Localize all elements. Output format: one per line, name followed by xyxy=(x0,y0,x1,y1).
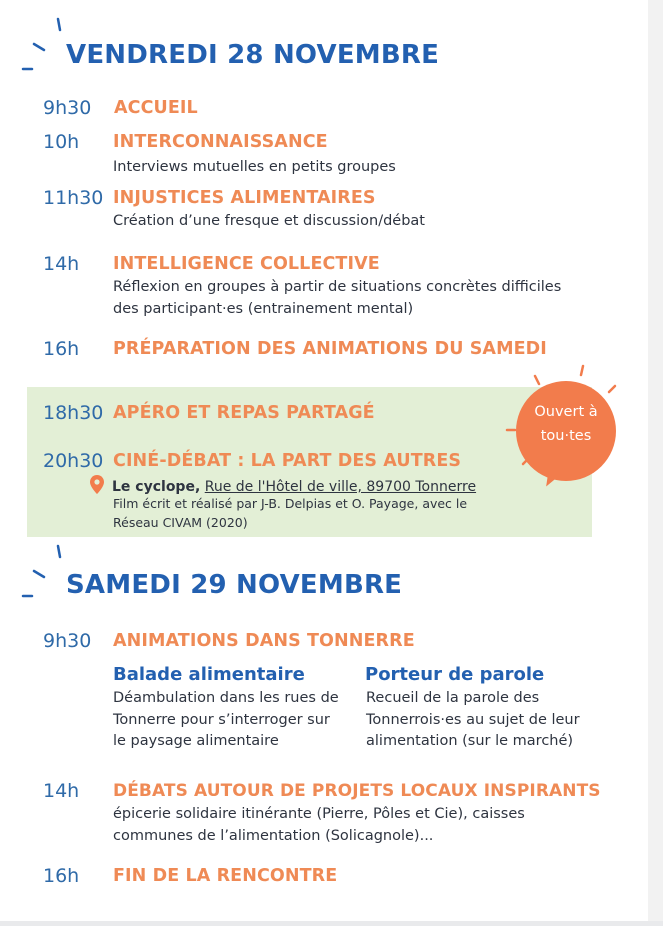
schedule-title: DÉBATS AUTOUR DE PROJETS LOCAUX INSPIRANTS xyxy=(113,781,601,801)
description-line: alimentation (sur le marché) xyxy=(366,733,574,749)
schedule-description: des participant·es (entrainement mental) xyxy=(113,301,414,317)
film-credit-line: Réseau CIVAM (2020) xyxy=(113,515,248,530)
location-pin-icon xyxy=(90,475,104,494)
schedule-title: ANIMATIONS DANS TONNERRE xyxy=(113,631,415,651)
schedule-title: PRÉPARATION DES ANIMATIONS DU SAMEDI xyxy=(113,339,547,359)
schedule-description xyxy=(113,804,525,847)
schedule-title: ACCUEIL xyxy=(114,98,198,118)
schedule-time: 10h xyxy=(43,131,80,153)
schedule-time: 20h30 xyxy=(43,450,104,472)
page-bottom-edge xyxy=(0,921,663,926)
friday-title: VENDREDI 28 NOVEMBRE xyxy=(66,40,440,70)
schedule-title: APÉRO ET REPAS PARTAGÉ xyxy=(113,403,375,423)
location-row xyxy=(90,475,476,495)
schedule-title: CINÉ-DÉBAT : LA PART DES AUTRES xyxy=(113,451,462,471)
activity-description xyxy=(366,688,580,753)
description-line: Recueil de la parole des xyxy=(366,690,540,706)
schedule-description: Interviews mutuelles en petits groupes xyxy=(113,159,396,175)
description-line: épicerie solidaire itinérante (Pierre, Pôles et Cie), caisses xyxy=(113,806,525,822)
schedule-time: 16h xyxy=(43,865,80,887)
schedule-time: 18h30 xyxy=(43,402,104,424)
open-badge-text xyxy=(516,400,616,448)
schedule-title: INTERCONNAISSANCE xyxy=(113,132,328,152)
sparkle-icon xyxy=(18,541,68,601)
badge-line: Ouvert à xyxy=(534,404,598,420)
schedule-description: Création d’une fresque et discussion/débat xyxy=(113,213,425,229)
description-line: le paysage alimentaire xyxy=(113,733,279,749)
location-name: Le cyclope, xyxy=(112,479,201,495)
badge-line: tou·tes xyxy=(540,428,592,444)
schedule-title: FIN DE LA RENCONTRE xyxy=(113,866,338,886)
location-address[interactable]: Rue de l'Hôtel de ville, 89700 Tonnerre xyxy=(204,479,477,495)
saturday-title: SAMEDI 29 NOVEMBRE xyxy=(66,570,403,600)
schedule-time: 11h30 xyxy=(43,187,104,209)
schedule-time: 9h30 xyxy=(43,630,92,652)
schedule-title: INJUSTICES ALIMENTAIRES xyxy=(113,188,376,208)
activity-description xyxy=(113,688,339,753)
page-edge xyxy=(648,0,663,926)
film-credit-line: Film écrit et réalisé par J-B. Delpias et O. Payage, avec le xyxy=(113,496,468,511)
description-line: communes de l’alimentation (Solicagnole)... xyxy=(113,827,434,844)
schedule-time: 16h xyxy=(43,338,80,360)
activity-subtitle: Porteur de parole xyxy=(365,664,545,685)
activity-subtitle: Balade alimentaire xyxy=(113,664,305,685)
film-credit xyxy=(113,494,503,532)
description-line: Déambulation dans les rues de xyxy=(113,690,339,706)
description-line: Tonnerre pour s’interroger sur xyxy=(113,711,330,728)
schedule-description: Réflexion en groupes à partir de situations concrètes difficiles xyxy=(113,279,562,295)
schedule-time: 9h30 xyxy=(43,97,92,119)
schedule-title: INTELLIGENCE COLLECTIVE xyxy=(113,254,380,274)
description-line: Tonnerrois·es au sujet de leur xyxy=(366,711,580,728)
schedule-time: 14h xyxy=(43,780,80,802)
schedule-time: 14h xyxy=(43,253,80,275)
sparkle-icon xyxy=(18,14,68,74)
